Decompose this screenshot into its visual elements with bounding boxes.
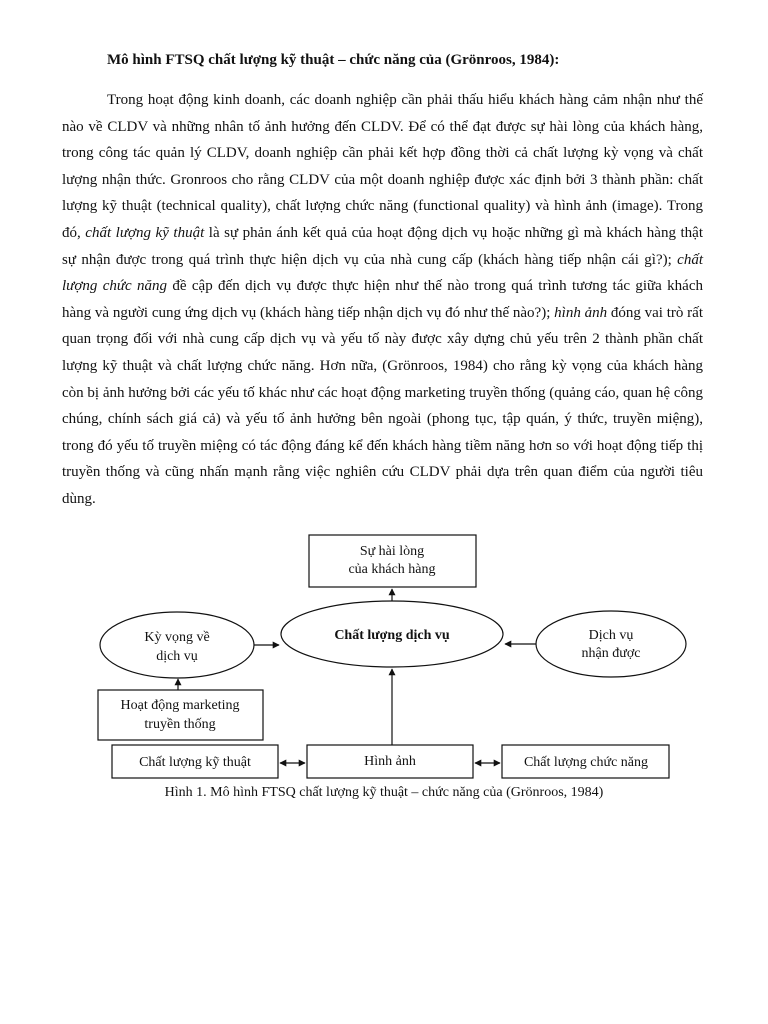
satisfaction-box — [309, 535, 476, 587]
technical-quality-label: Chất lượng kỹ thuật — [139, 755, 251, 770]
paragraph-part-2: là sự phản ánh kết quả của hoạt động dịch vụ hoặc những gì mà khách hàng thật sự nhận được trong quá trình thực hiện dịch vụ của nhà cung cấp (khách hàng tiếp nhận cái gì?); — [62, 224, 703, 268]
perceived-service-ellipse — [536, 611, 686, 677]
paragraph-part-3: đề cập đến dịch vụ được thực hiện như thế nào trong quá trình tương tác giữa khách hàng và người cung ứng dịch vụ (khách hàng tiếp nhận dịch vụ đó như thế nào?); — [62, 278, 703, 321]
section-heading: Mô hình FTSQ chất lượng kỹ thuật – chức năng của (Grönroos, 1984): — [107, 52, 560, 68]
marketing-label-line2: truyền thống — [144, 717, 216, 732]
service-quality-label: Chất lượng dịch vụ — [334, 628, 450, 643]
paragraph-part-4: đóng vai trò rất quan trọng đối với nhà cung cấp dịch vụ và yếu tố này được xây dựng chủ yếu trên 2 thành phần chất lượng kỹ thuật và chất lượng chức năng. Hơn nữa, (Grönroos, 1984) cho rằng kỳ vọng của khách hàng còn bị ảnh hưởng bởi các yếu tố khác như các hoạt động marketing truyền thống (quảng cáo, quan hệ công chúng, chính sách giá cả) và yếu tố ảnh hưởng bên ngoài (phong tục, tập quán, ý thức, truyền miệng), trong đó yếu tố truyền miệng có tác động đáng kể đến khách hàng tiềm năng hơn so với hoạt động tiếp thị truyền thống và cũng nhấn mạnh rằng việc nghiên cứu CLDV phải dựa trên quan điểm của người tiêu dùng. — [62, 304, 704, 507]
satisfaction-label-line2: của khách hàng — [348, 562, 436, 577]
expected-label-line1: Kỳ vọng về — [144, 630, 210, 645]
italic-functional-quality: chất lượng chức năng — [62, 251, 703, 295]
marketing-label-line1: Hoạt động marketing — [120, 698, 240, 713]
satisfaction-label-line1: Sự hài lòng — [359, 544, 425, 559]
expected-service-ellipse — [100, 612, 254, 678]
figure-caption: Hình 1. Mô hình FTSQ chất lượng kỹ thuật – chức năng của (Grönroos, 1984) — [164, 785, 604, 800]
perceived-label-line1: Dịch vụ — [588, 628, 634, 643]
paragraph-part-1: Trong hoạt động kinh doanh, các doanh nghiệp cần phải thấu hiểu khách hàng cảm nhận như thế nào về CLDV và những nhân tố ảnh hưởng đến CLDV. Để có thể đạt được sự hài lòng của khách hàng, trong công tác quản lý CLDV, doanh nghiệp cần phải kết hợp đồng thời cả chất lượng kỳ vọng và chất lượng nhận thức. Gronroos cho rằng CLDV của một doanh nghiệp được xác định bởi 3 thành phần: chất lượng kỹ thuật (technical quality), chất lượng chức năng (functional quality) và hình ảnh (image). Trong đó, — [62, 92, 703, 241]
expected-label-line2: dịch vụ — [156, 649, 198, 664]
italic-technical-quality: chất lượng kỹ thuật — [85, 224, 205, 241]
italic-image: hình ảnh — [554, 304, 608, 321]
image-label: Hình ảnh — [364, 754, 416, 769]
perceived-label-line2: nhận được — [581, 646, 641, 661]
functional-quality-label: Chất lượng chức năng — [523, 755, 649, 770]
